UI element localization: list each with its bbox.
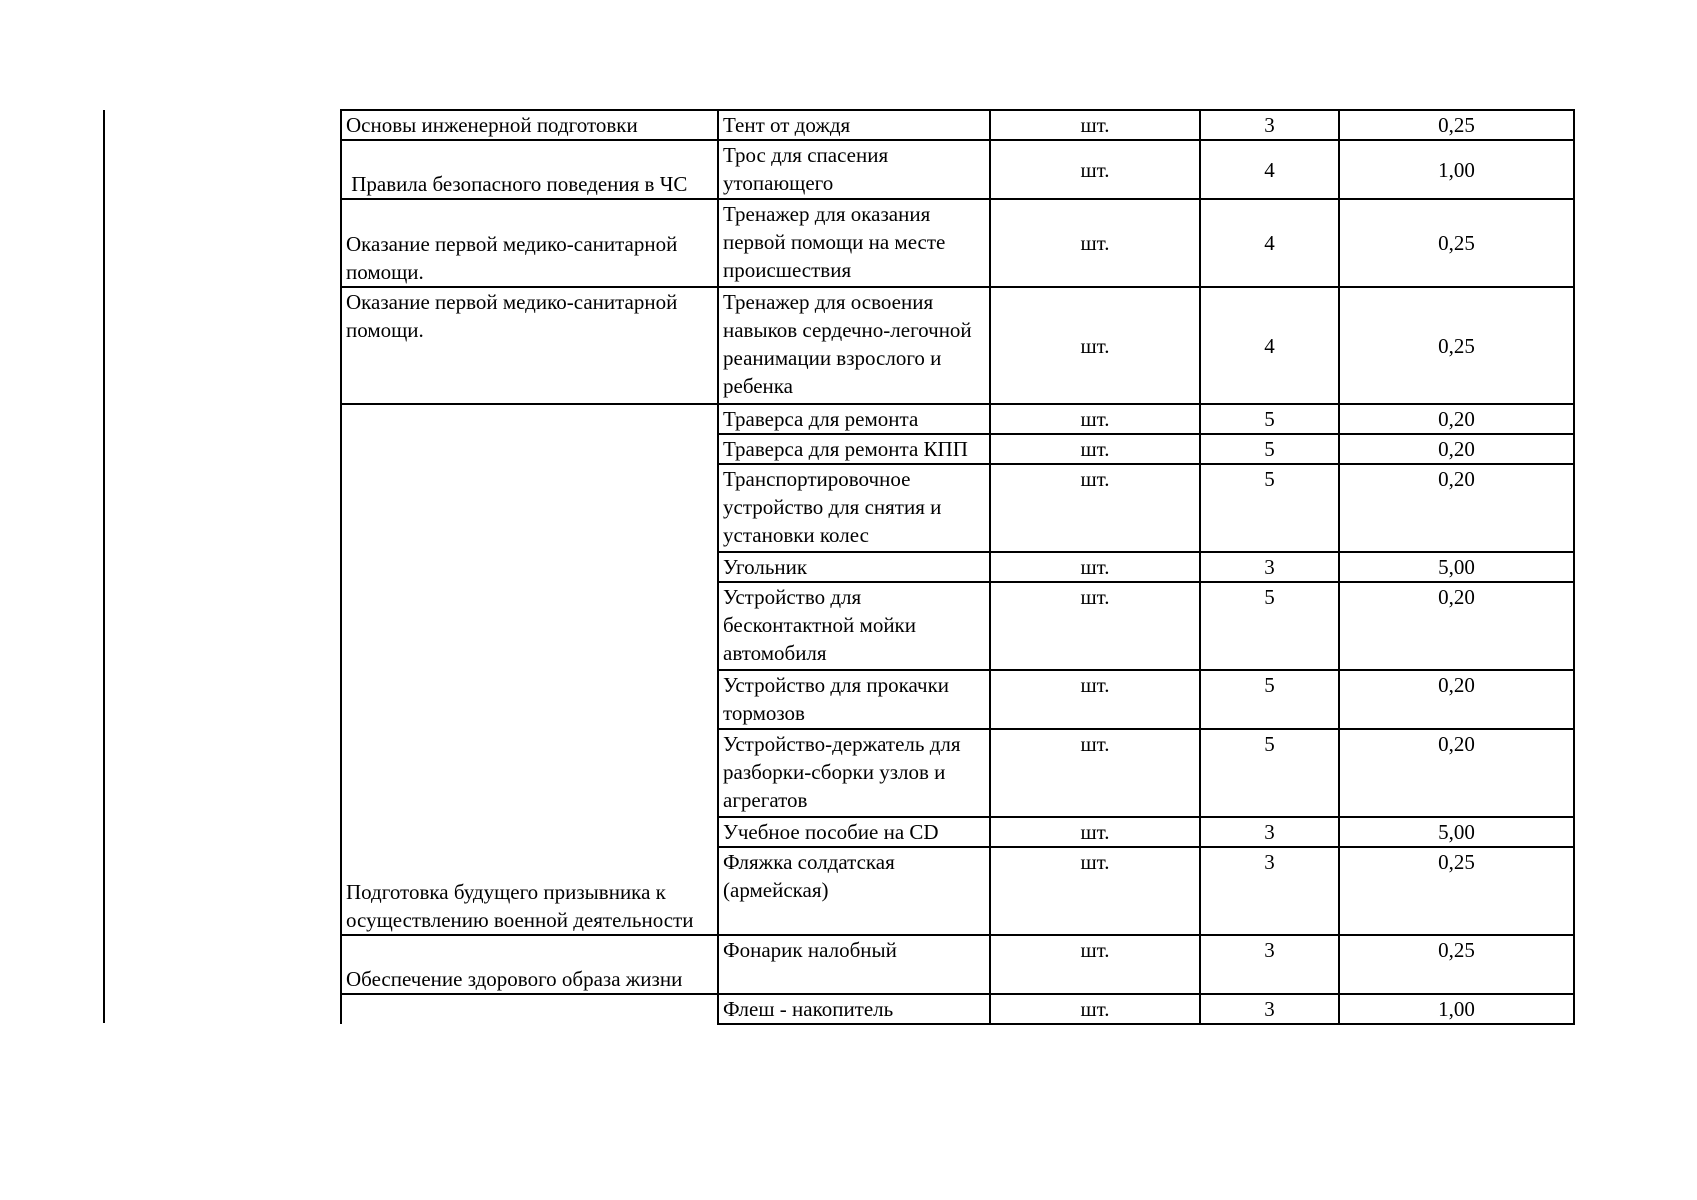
coefficient-cell: 0,20 [1339, 464, 1574, 552]
item-cell: Устройство для прокачки тормозов [718, 670, 990, 729]
quantity-cell: 4 [1200, 140, 1339, 199]
coefficient-cell: 5,00 [1339, 817, 1574, 847]
table-row [341, 110, 1574, 140]
item-cell: Фляжка солдатская (армейская) [718, 847, 990, 935]
unit-cell: шт. [990, 729, 1200, 817]
subject-cell: Обеспечение здорового образа жизни [341, 935, 718, 994]
unit-cell: шт. [990, 464, 1200, 552]
unit-cell: шт. [990, 434, 1200, 464]
unit-cell: шт. [990, 199, 1200, 287]
quantity-cell: 3 [1200, 935, 1339, 994]
unit-cell: шт. [990, 582, 1200, 670]
item-cell: Устройство для бесконтактной мойки автомобиля [718, 582, 990, 670]
quantity-cell: 4 [1200, 287, 1339, 404]
coefficient-cell: 1,00 [1339, 140, 1574, 199]
table-row [341, 404, 1574, 434]
table-row [341, 140, 1574, 199]
coefficient-cell: 0,20 [1339, 729, 1574, 817]
coefficient-cell: 0,25 [1339, 110, 1574, 140]
quantity-cell: 5 [1200, 464, 1339, 552]
unit-cell: шт. [990, 110, 1200, 140]
equipment-table [340, 109, 1575, 1025]
coefficient-cell: 5,00 [1339, 552, 1574, 582]
coefficient-cell: 0,25 [1339, 935, 1574, 994]
item-cell: Угольник [718, 552, 990, 582]
quantity-cell: 3 [1200, 110, 1339, 140]
unit-cell: шт. [990, 847, 1200, 935]
item-cell: Тренажер для оказания первой помощи на месте происшествия [718, 199, 990, 287]
quantity-cell: 5 [1200, 404, 1339, 434]
coefficient-cell: 0,25 [1339, 847, 1574, 935]
item-cell: Тренажер для освоения навыков сердечно-легочной реанимации взрослого и ребенка [718, 287, 990, 404]
unit-cell: шт. [990, 935, 1200, 994]
item-cell: Учебное пособие на CD [718, 817, 990, 847]
subject-cell: Оказание первой медико-санитарной помощи. [341, 287, 718, 404]
subject-cell: Оказание первой медико-санитарной помощи. [341, 199, 718, 287]
coefficient-cell: 0,25 [1339, 199, 1574, 287]
coefficient-cell: 0,20 [1339, 404, 1574, 434]
item-cell: Флеш - накопитель [718, 994, 990, 1024]
quantity-cell: 3 [1200, 552, 1339, 582]
unit-cell: шт. [990, 670, 1200, 729]
subject-cell: Правила безопасного поведения в ЧС [341, 140, 718, 199]
quantity-cell: 3 [1200, 847, 1339, 935]
coefficient-cell: 0,20 [1339, 434, 1574, 464]
coefficient-cell: 1,00 [1339, 994, 1574, 1024]
subject-cell: Основы инженерной подготовки [341, 110, 718, 140]
item-cell: Тент от дождя [718, 110, 990, 140]
quantity-cell: 5 [1200, 670, 1339, 729]
coefficient-cell: 0,20 [1339, 670, 1574, 729]
table-row [341, 199, 1574, 287]
margin-rule [103, 110, 105, 1023]
item-cell: Трос для спасения утопающего [718, 140, 990, 199]
coefficient-cell: 0,25 [1339, 287, 1574, 404]
unit-cell: шт. [990, 404, 1200, 434]
table-row [341, 287, 1574, 404]
unit-cell: шт. [990, 552, 1200, 582]
item-cell: Траверса для ремонта КПП [718, 434, 990, 464]
unit-cell: шт. [990, 817, 1200, 847]
unit-cell: шт. [990, 287, 1200, 404]
quantity-cell: 5 [1200, 582, 1339, 670]
subject-cell [341, 994, 718, 1024]
item-cell: Траверса для ремонта [718, 404, 990, 434]
subject-cell: Подготовка будущего призывника к осуществлению военной деятельности [341, 404, 718, 935]
quantity-cell: 4 [1200, 199, 1339, 287]
unit-cell: шт. [990, 994, 1200, 1024]
coefficient-cell: 0,20 [1339, 582, 1574, 670]
quantity-cell: 5 [1200, 729, 1339, 817]
item-cell: Фонарик налобный [718, 935, 990, 994]
quantity-cell: 3 [1200, 994, 1339, 1024]
item-cell: Устройство-держатель для разборки-сборки узлов и агрегатов [718, 729, 990, 817]
quantity-cell: 3 [1200, 817, 1339, 847]
table-row [341, 935, 1574, 994]
item-cell: Транспортировочное устройство для снятия и установки колес [718, 464, 990, 552]
table-row [341, 994, 1574, 1024]
unit-cell: шт. [990, 140, 1200, 199]
quantity-cell: 5 [1200, 434, 1339, 464]
